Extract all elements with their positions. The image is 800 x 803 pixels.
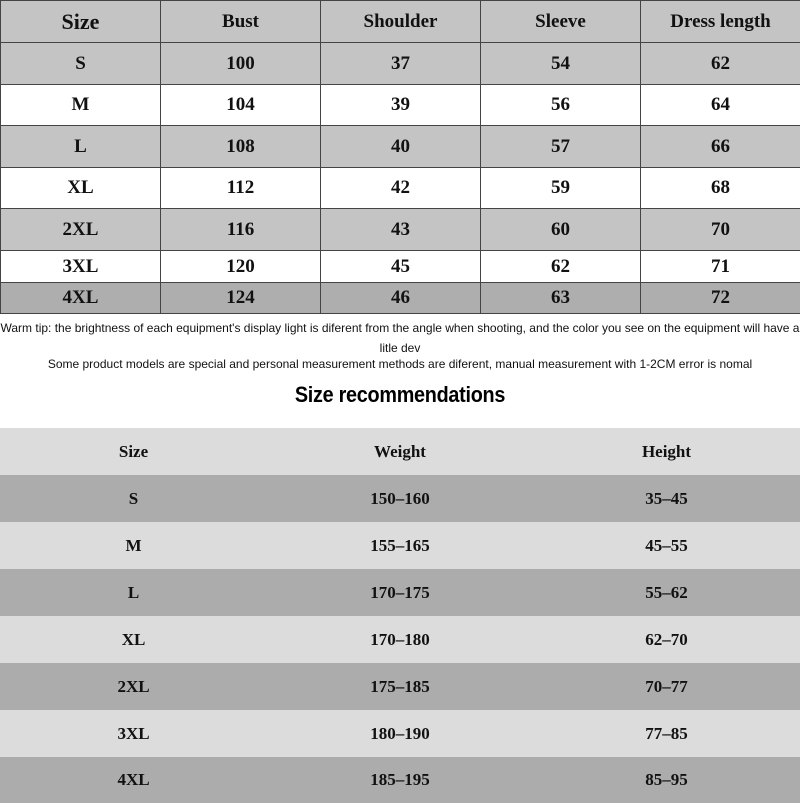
shoulder-cell: 45 [321,251,481,283]
sleeve-cell: 59 [481,168,641,209]
dress-length-cell: 68 [641,168,800,209]
bust-cell: 120 [161,251,321,283]
table-row [0,569,800,616]
height-cell: 70–77 [533,663,800,710]
measurement-note-text: Some product models are special and personal measurement methods are diferent, manual measurement with 1-2CM error is nomal [0,354,800,374]
sleeve-cell: 63 [481,283,641,314]
measurement-tips [0,318,800,374]
size-chart-table [0,0,800,314]
size-cell: M [0,522,267,569]
dress-length-cell: 64 [641,85,800,126]
height-cell: 62–70 [533,616,800,663]
table-row [0,475,800,522]
size-cell: S [0,475,267,522]
size-cell: S [1,43,161,85]
dress-length-cell: 66 [641,126,800,168]
size-cell: 4XL [1,283,161,314]
weight-cell: 150–160 [267,475,533,522]
bust-cell: 108 [161,126,321,168]
table-row [1,43,800,85]
sleeve-cell: 62 [481,251,641,283]
table-row [1,251,800,283]
size-cell: L [1,126,161,168]
header-dress-length: Dress length [641,1,800,43]
height-cell: 77–85 [533,710,800,757]
table-row [1,85,800,126]
bust-cell: 116 [161,209,321,251]
weight-cell: 170–180 [267,616,533,663]
weight-cell: 180–190 [267,710,533,757]
weight-cell: 185–195 [267,757,533,803]
height-cell: 85–95 [533,757,800,803]
shoulder-cell: 39 [321,85,481,126]
dress-length-cell: 72 [641,283,800,314]
header-weight: Weight [267,428,533,475]
table-row [0,710,800,757]
bust-cell: 124 [161,283,321,314]
sleeve-cell: 57 [481,126,641,168]
height-cell: 35–45 [533,475,800,522]
weight-cell: 155–165 [267,522,533,569]
table-row [1,126,800,168]
height-cell: 55–62 [533,569,800,616]
header-sleeve: Sleeve [481,1,641,43]
table-row [1,168,800,209]
table-row [0,757,800,803]
size-cell: XL [0,616,267,663]
size-cell: 2XL [0,663,267,710]
size-cell: 4XL [0,757,267,803]
header-size: Size [1,1,161,43]
table-row [0,663,800,710]
header-shoulder: Shoulder [321,1,481,43]
sleeve-cell: 60 [481,209,641,251]
bust-cell: 112 [161,168,321,209]
recommendations-title: Size recommendations [40,382,760,408]
size-cell: M [1,85,161,126]
weight-cell: 175–185 [267,663,533,710]
dress-length-cell: 62 [641,43,800,85]
bust-cell: 100 [161,43,321,85]
dress-length-cell: 71 [641,251,800,283]
shoulder-cell: 46 [321,283,481,314]
table-row [0,522,800,569]
size-recommendations-table [0,428,800,803]
sleeve-cell: 54 [481,43,641,85]
header-size: Size [0,428,267,475]
table-row [1,209,800,251]
warm-tip-text: Warm tip: the brightness of each equipment's display light is diferent from the angle when shooting, and the color you see on the equipment will have a litle dev [0,318,800,358]
header-height: Height [533,428,800,475]
size-cell: L [0,569,267,616]
shoulder-cell: 37 [321,43,481,85]
size-cell: 3XL [0,710,267,757]
table-row [0,616,800,663]
height-cell: 45–55 [533,522,800,569]
sleeve-cell: 56 [481,85,641,126]
bust-cell: 104 [161,85,321,126]
table-row [1,283,800,314]
shoulder-cell: 40 [321,126,481,168]
shoulder-cell: 43 [321,209,481,251]
weight-cell: 170–175 [267,569,533,616]
dress-length-cell: 70 [641,209,800,251]
recommendations-header-row [0,428,800,475]
header-bust: Bust [161,1,321,43]
shoulder-cell: 42 [321,168,481,209]
size-cell: 2XL [1,209,161,251]
size-cell: XL [1,168,161,209]
size-chart-header-row [1,1,800,43]
size-cell: 3XL [1,251,161,283]
